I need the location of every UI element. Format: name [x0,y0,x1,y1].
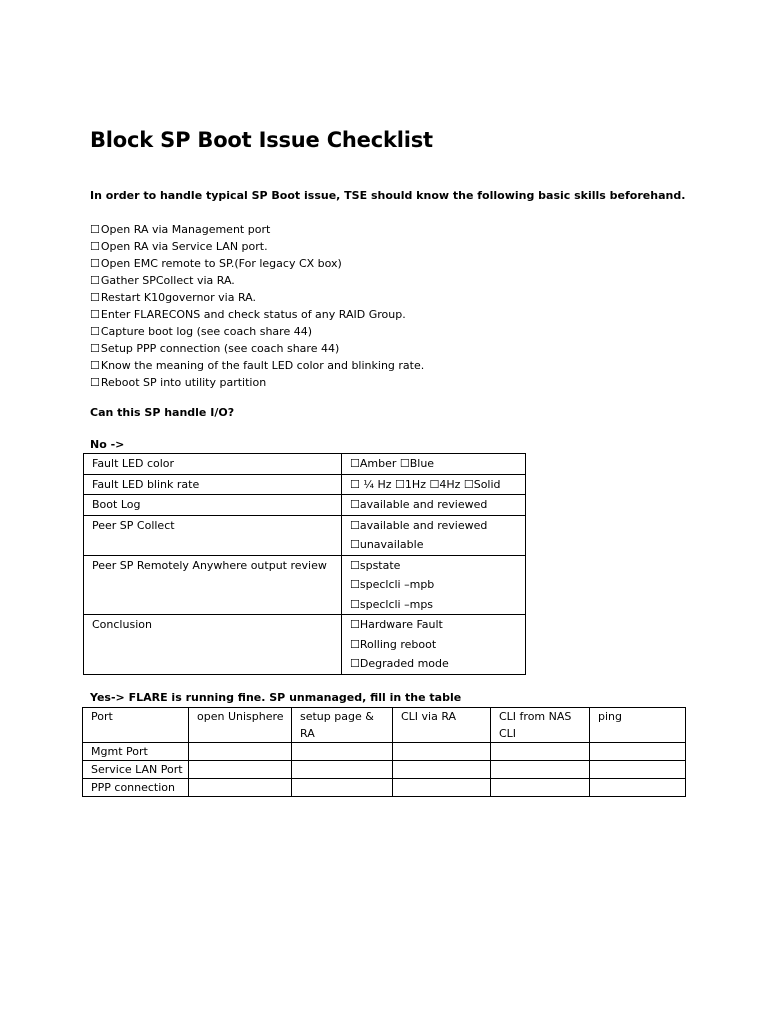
checkbox-icon[interactable]: ☐ [90,308,100,321]
skill-item[interactable] [90,273,424,290]
input-cell[interactable] [491,761,590,779]
checkbox-icon[interactable]: ☐ [90,376,100,389]
skill-label: Know the meaning of the fault LED color and blinking rate. [100,359,425,372]
checkbox-icon[interactable]: ☐ [90,257,100,270]
input-cell[interactable] [292,743,393,761]
row-label: PPP connection [83,779,189,797]
input-cell[interactable] [292,779,393,797]
checkbox-icon[interactable]: ☐ [90,342,100,355]
input-cell[interactable] [491,743,590,761]
no-label: No -> [90,438,125,451]
option-checkbox[interactable]: ☐speclcli –mpb [350,578,435,591]
row-label: Peer SP Remotely Anywhere output review [84,555,342,615]
row-options [342,555,526,615]
input-cell[interactable] [393,743,491,761]
row-label: Fault LED blink rate [84,474,342,495]
skill-label: Open EMC remote to SP.(For legacy CX box) [100,257,342,270]
checkbox-icon[interactable]: ☐ [90,223,100,236]
skill-item[interactable] [90,358,424,375]
input-cell[interactable] [590,743,686,761]
table-row [84,555,526,615]
input-cell[interactable] [189,743,292,761]
skill-label: Gather SPCollect via RA. [100,274,235,287]
skill-item[interactable] [90,375,424,392]
intro-text: In order to handle typical SP Boot issue, TSE should know the following basic skills beforehand. [90,189,686,202]
option-checkbox[interactable]: ☐unavailable [350,538,424,551]
input-cell[interactable] [189,761,292,779]
table-row [83,743,686,761]
no-branch-table [83,453,526,675]
table-row [84,474,526,495]
row-options [342,615,526,675]
column-header: open Unisphere [189,708,292,743]
checkbox-icon[interactable]: ☐ [90,291,100,304]
column-header: setup page & RA [292,708,393,743]
row-options [342,474,526,495]
option-checkbox[interactable]: ☐Amber ☐Blue [350,457,435,470]
input-cell[interactable] [590,761,686,779]
skill-label: Open RA via Management port [100,223,271,236]
column-header: Port [83,708,189,743]
row-label: Peer SP Collect [84,515,342,555]
skill-item[interactable] [90,307,424,324]
option-checkbox[interactable]: ☐Hardware Fault [350,618,443,631]
option-checkbox[interactable]: ☐available and reviewed [350,518,488,532]
skill-item[interactable] [90,324,424,341]
row-options [342,454,526,475]
checkbox-icon[interactable]: ☐ [90,274,100,287]
table-row [83,779,686,797]
row-label: Boot Log [84,495,342,516]
input-cell[interactable] [590,779,686,797]
column-header: CLI from NAS CLI [491,708,590,743]
io-question: Can this SP handle I/O? [90,406,235,419]
table-row [84,495,526,516]
table-row [84,515,526,555]
input-cell[interactable] [292,761,393,779]
yes-label: Yes-> FLARE is running fine. SP unmanaged, fill in the table [90,691,462,704]
page-title: Block SP Boot Issue Checklist [90,128,433,152]
skill-item[interactable] [90,222,424,239]
skills-checklist [90,222,424,392]
skill-item[interactable] [90,256,424,273]
table-row [83,761,686,779]
checkbox-icon[interactable]: ☐ [90,359,100,372]
option-checkbox[interactable]: ☐speclcli –mps [350,597,434,611]
row-options [342,515,526,555]
table-row [84,615,526,675]
row-label: Mgmt Port [83,743,189,761]
row-label: Fault LED color [84,454,342,475]
skill-item[interactable] [90,239,424,256]
input-cell[interactable] [189,779,292,797]
row-label: Service LAN Port [83,761,189,779]
table-row [84,454,526,475]
row-label: Conclusion [84,615,342,675]
yes-branch-table [82,707,686,797]
column-header: CLI via RA [393,708,491,743]
skill-label: Capture boot log (see coach share 44) [100,325,312,338]
input-cell[interactable] [491,779,590,797]
input-cell[interactable] [393,779,491,797]
option-checkbox[interactable]: ☐available and reviewed [350,498,488,511]
skill-label: Enter FLARECONS and check status of any RAID Group. [100,308,406,321]
skill-item[interactable] [90,290,424,307]
skill-item[interactable] [90,341,424,358]
input-cell[interactable] [393,761,491,779]
column-header: ping [590,708,686,743]
checkbox-icon[interactable]: ☐ [90,240,100,253]
option-checkbox[interactable]: ☐ ¼ Hz ☐1Hz ☐4Hz ☐Solid [350,477,501,491]
checkbox-icon[interactable]: ☐ [90,325,100,338]
header-row [83,708,686,743]
skill-label: Open RA via Service LAN port. [100,240,268,253]
option-checkbox[interactable]: ☐Degraded mode [350,657,449,670]
option-checkbox[interactable]: ☐spstate [350,558,401,572]
option-checkbox[interactable]: ☐Rolling reboot [350,637,437,651]
skill-label: Setup PPP connection (see coach share 44) [100,342,340,355]
skill-label: Restart K10governor via RA. [100,291,256,304]
row-options [342,495,526,516]
skill-label: Reboot SP into utility partition [100,376,267,389]
